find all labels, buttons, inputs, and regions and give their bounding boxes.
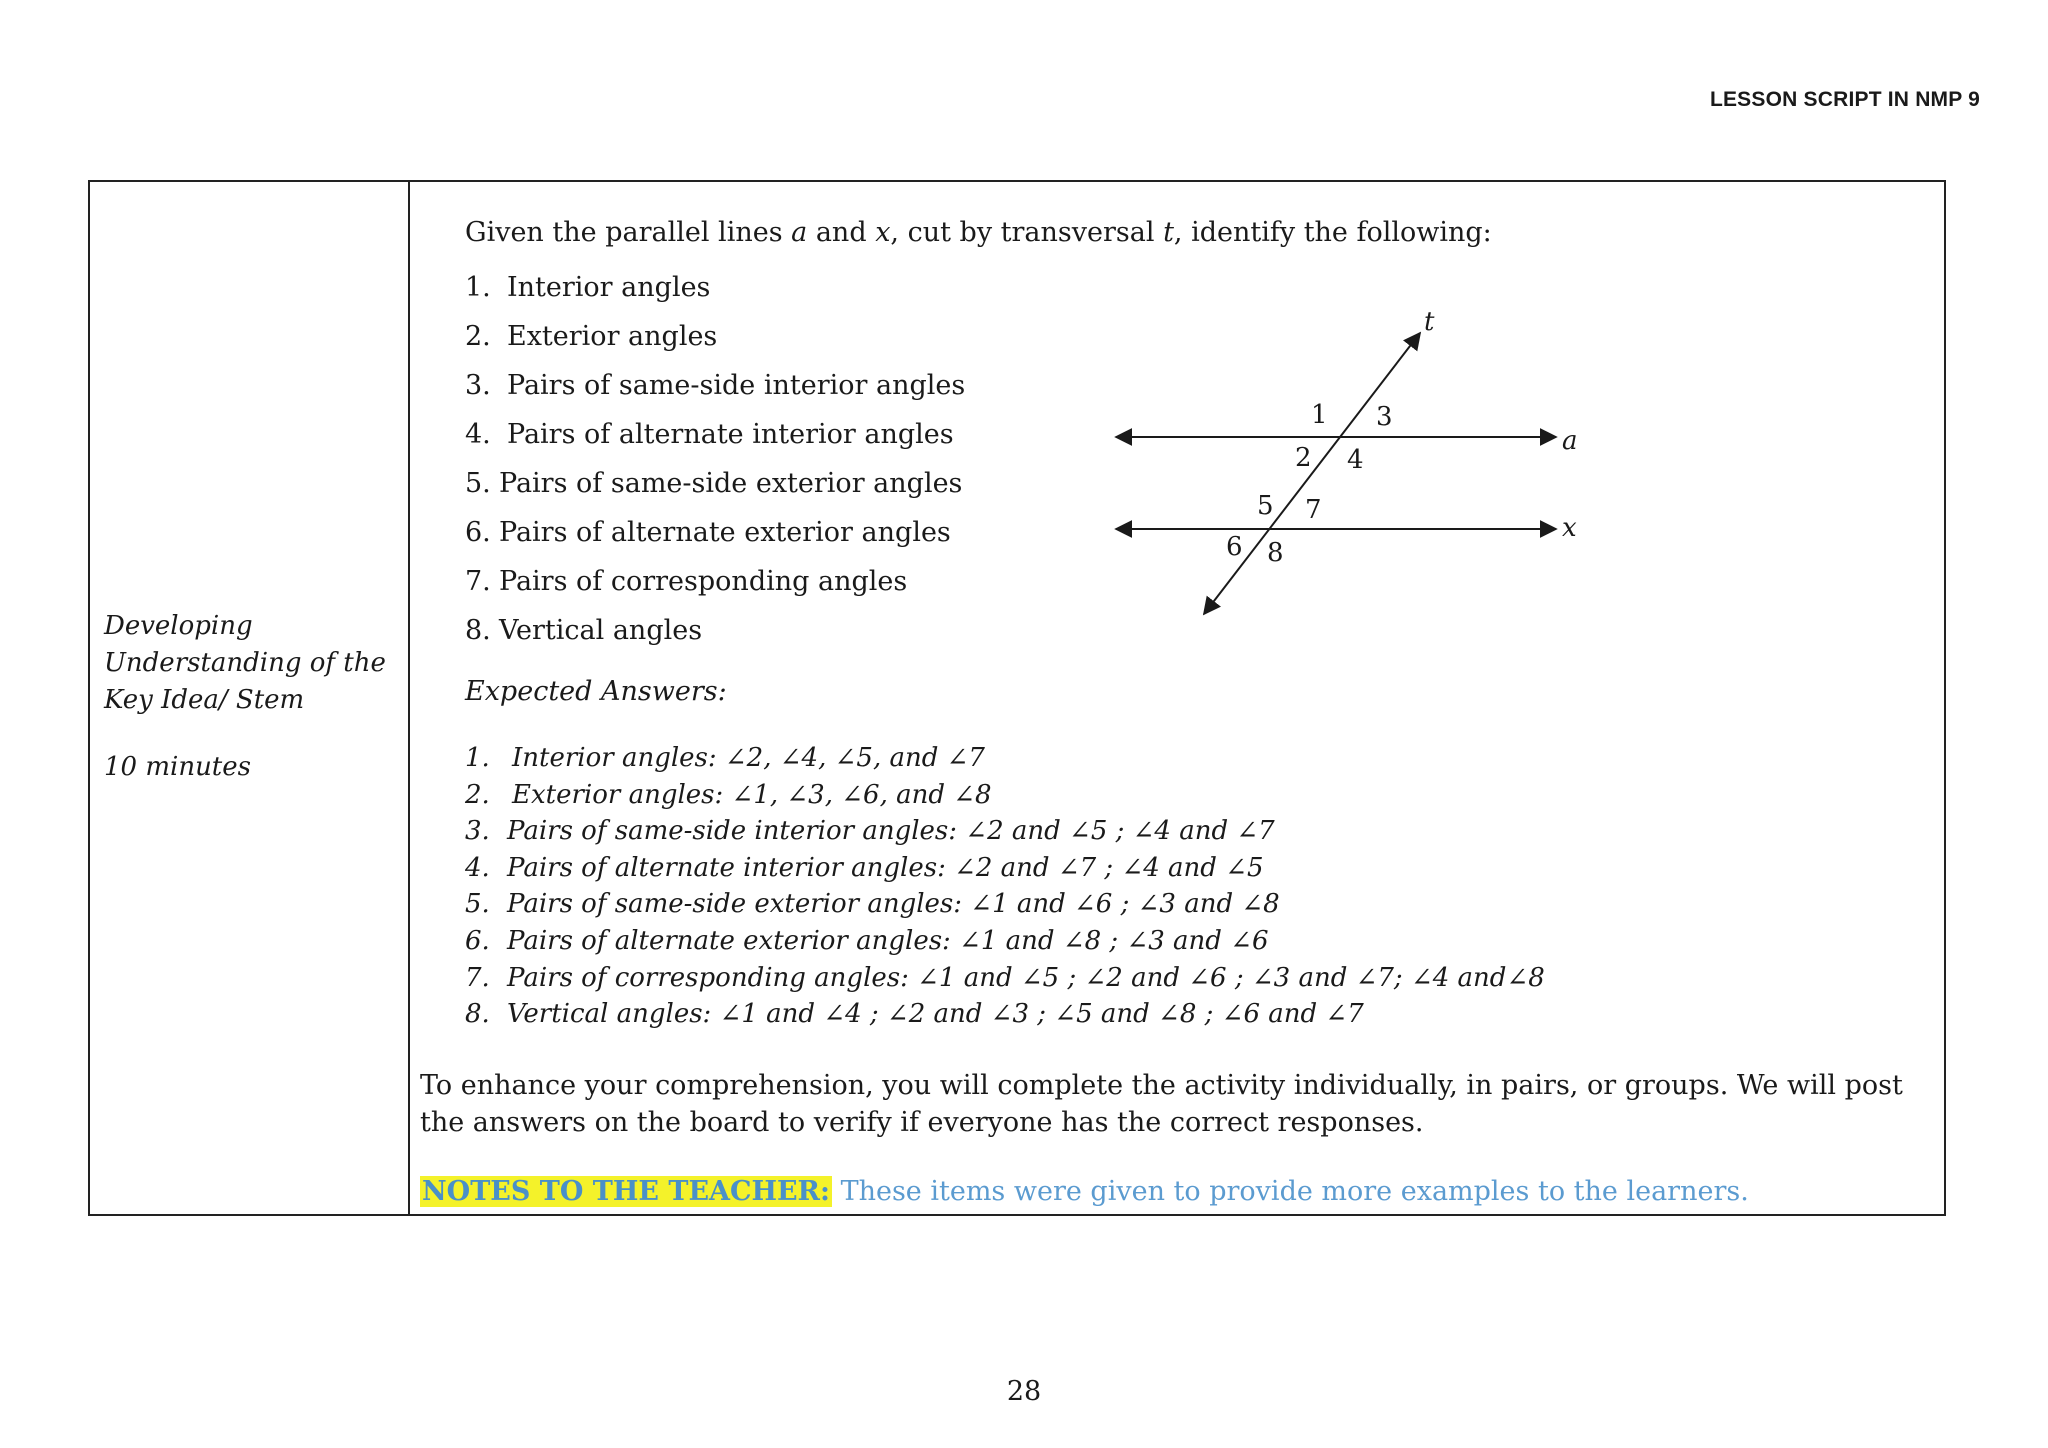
- list-item: 1. Interior angles: [465, 272, 711, 303]
- angle-label: 5: [1257, 491, 1274, 521]
- angle-label: 6: [1226, 532, 1243, 562]
- lesson-phase: Developing Understanding of the Key Idea/ Stem: [104, 611, 386, 715]
- question-list: [465, 270, 965, 662]
- teacher-note-label: NOTES TO THE TEACHER:: [422, 1176, 830, 1207]
- transversal-t: [1204, 333, 1420, 614]
- line-a-label: a: [1562, 426, 1578, 456]
- lesson-table: [88, 180, 1946, 1216]
- angle-label: 4: [1347, 445, 1364, 475]
- answer-item: 3. Pairs of same-side interior angles: ∠2 and ∠5 ; ∠4 and ∠7: [465, 816, 1275, 847]
- answer-list: [465, 740, 1545, 1033]
- angle-label: 1: [1311, 400, 1328, 430]
- list-item: 7. Pairs of corresponding angles: [465, 566, 908, 597]
- angle-label: 8: [1267, 538, 1284, 568]
- angle-label: 3: [1376, 402, 1393, 432]
- answer-item: 6. Pairs of alternate exterior angles: ∠1 and ∠8 ; ∠3 and ∠6: [465, 925, 1269, 956]
- answer-item: 4. Pairs of alternate interior angles: ∠2 and ∠7 ; ∠4 and ∠5: [465, 852, 1264, 883]
- activity-prompt: Given the parallel lines a and x, cut by transversal t, identify the following:: [465, 217, 1492, 248]
- list-item: 8. Vertical angles: [465, 615, 703, 646]
- angle-label: 2: [1295, 443, 1312, 473]
- answer-item: 1. Interior angles: ∠2, ∠4, ∠5, and ∠7: [465, 743, 985, 773]
- list-item: 6. Pairs of alternate exterior angles: [465, 517, 951, 548]
- teacher-note: [420, 1176, 1749, 1207]
- document-header: LESSON SCRIPT IN NMP 9: [1709, 88, 1980, 111]
- phase-column: [90, 182, 410, 1214]
- closing-paragraph: To enhance your comprehension, you will complete the activity individually, in pairs, or groups. We will post the answers on the board to verify if everyone has the correct responses.: [420, 1070, 1903, 1138]
- angle-label: 7: [1305, 495, 1322, 525]
- transversal-label: t: [1424, 307, 1435, 337]
- parallel-lines-diagram: [1100, 300, 1600, 630]
- answer-item: 2. Exterior angles: ∠1, ∠3, ∠6, and ∠8: [465, 779, 992, 810]
- list-item: 4. Pairs of alternate interior angles: [465, 419, 954, 450]
- list-item: 5. Pairs of same-side exterior angles: [465, 468, 963, 499]
- lesson-duration: 10 minutes: [104, 752, 251, 782]
- list-item: 2. Exterior angles: [465, 321, 718, 352]
- answer-item: 8. Vertical angles: ∠1 and ∠4 ; ∠2 and ∠3 ; ∠5 and ∠8 ; ∠6 and ∠7: [465, 999, 1364, 1030]
- page-number: 28: [1006, 1376, 1042, 1407]
- answer-item: 5. Pairs of same-side exterior angles: ∠1 and ∠6 ; ∠3 and ∠8: [465, 889, 1280, 920]
- teacher-note-text: These items were given to provide more examples to the learners.: [840, 1176, 1749, 1207]
- answer-item: 7. Pairs of corresponding angles: ∠1 and ∠5 ; ∠2 and ∠6 ; ∠3 and ∠7; ∠4 and∠8: [465, 962, 1545, 993]
- list-item: 3. Pairs of same-side interior angles: [465, 370, 966, 401]
- expected-answers-title: Expected Answers:: [465, 676, 727, 707]
- line-x-label: x: [1562, 513, 1577, 543]
